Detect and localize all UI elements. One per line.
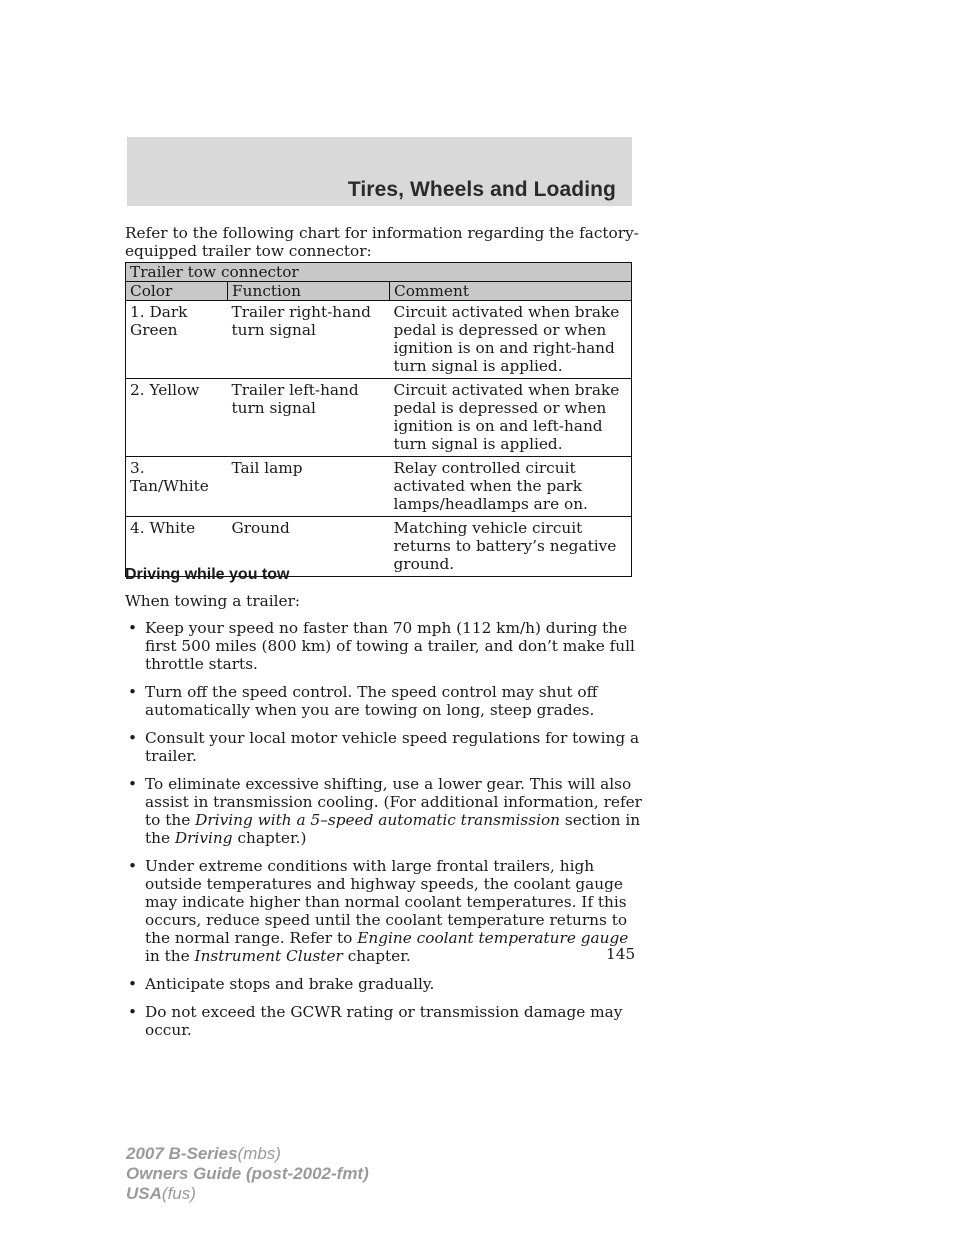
section-header-band <box>127 137 632 206</box>
towing-tips-list <box>125 619 645 1049</box>
column-header-comment: Comment <box>390 282 632 301</box>
cross-reference: Driving <box>174 829 233 847</box>
list-item-text: Anticipate stops and brake gradually. <box>145 975 435 993</box>
cross-reference: Engine coolant temperature gauge <box>357 929 629 947</box>
document-footer <box>126 1144 369 1204</box>
cell-function: Trailer left-hand turn signal <box>228 379 390 457</box>
bullet-icon: • <box>128 775 138 793</box>
list-item <box>125 729 645 765</box>
list-item-text: chapter. <box>342 947 411 965</box>
cell-comment: Circuit activated when brake pedal is depressed or when ignition is on and left-hand turn signal is applied. <box>390 379 632 457</box>
cell-comment: Matching vehicle circuit returns to battery’s negative ground. <box>390 517 632 577</box>
bullet-icon: • <box>128 729 138 747</box>
list-item <box>125 619 645 673</box>
bullet-icon: • <box>128 975 138 993</box>
table-row <box>126 379 632 457</box>
list-item <box>125 775 645 847</box>
cell-color: 1. Dark Green <box>126 301 228 379</box>
bullet-icon: • <box>128 1003 138 1021</box>
cell-comment: Relay controlled circuit activated when the park lamps/headlamps are on. <box>390 457 632 517</box>
list-item-text: Turn off the speed control. The speed control may shut off automatically when you are towing on long, steep grades. <box>145 683 598 719</box>
cell-function: Ground <box>228 517 390 577</box>
column-header-color: Color <box>126 282 228 301</box>
cell-comment: Circuit activated when brake pedal is depressed or when ignition is on and right-hand turn signal is applied. <box>390 301 632 379</box>
cell-color: 2. Yellow <box>126 379 228 457</box>
bullet-icon: • <box>128 683 138 701</box>
list-item-text: Under extreme conditions with large frontal trailers, high outside temperatures and highway speeds, the coolant gauge may indicate higher than normal coolant temperatures. If this occurs, reduce speed until the coolant temperature returns to the normal range. Refer to <box>145 857 628 947</box>
footer-model: 2007 B-Series <box>126 1144 238 1163</box>
list-item-text: in the <box>145 947 195 965</box>
cell-function: Trailer right-hand turn signal <box>228 301 390 379</box>
cell-color: 3. Tan/White <box>126 457 228 517</box>
bullet-icon: • <box>128 619 138 637</box>
cross-reference: Driving with a 5–speed automatic transmission <box>195 811 561 829</box>
trailer-connector-table <box>125 262 632 577</box>
cell-color: 4. White <box>126 517 228 577</box>
driving-heading: Driving while you tow <box>125 566 290 583</box>
table-caption: Trailer tow connector <box>126 263 632 282</box>
list-item-text: Do not exceed the GCWR rating or transmission damage may occur. <box>145 1003 623 1039</box>
list-item-text: Consult your local motor vehicle speed regulations for towing a trailer. <box>145 729 640 765</box>
list-item-text: Keep your speed no faster than 70 mph (112 km/h) during the first 500 miles (800 km) of towing a trailer, and don’t make full throttle starts. <box>145 619 635 673</box>
bullet-icon: • <box>128 857 138 875</box>
footer-market: USA <box>126 1184 162 1203</box>
column-header-function: Function <box>228 282 390 301</box>
list-item <box>125 975 645 993</box>
driving-lead: When towing a trailer: <box>125 592 301 610</box>
list-item <box>125 1003 645 1039</box>
footer-guide: Owners Guide (post-2002-fmt) <box>126 1164 369 1183</box>
list-item-text: section in the <box>145 811 641 847</box>
page-number: 145 <box>606 945 636 963</box>
cross-reference: Instrument Cluster <box>194 947 343 965</box>
list-item-text: chapter.) <box>232 829 307 847</box>
table-row <box>126 457 632 517</box>
footer-market-code: (fus) <box>161 1184 196 1203</box>
table-row <box>126 301 632 379</box>
footer-model-code: (mbs) <box>237 1144 281 1163</box>
intro-paragraph: Refer to the following chart for information regarding the factory-equipped trailer tow connector: <box>125 224 639 260</box>
cell-function: Tail lamp <box>228 457 390 517</box>
list-item <box>125 857 645 965</box>
list-item <box>125 683 645 719</box>
list-item-text: To eliminate excessive shifting, use a lower gear. This will also assist in transmission cooling. (For additional information, refer to the <box>145 775 642 829</box>
section-title: Tires, Wheels and Loading <box>347 178 616 201</box>
